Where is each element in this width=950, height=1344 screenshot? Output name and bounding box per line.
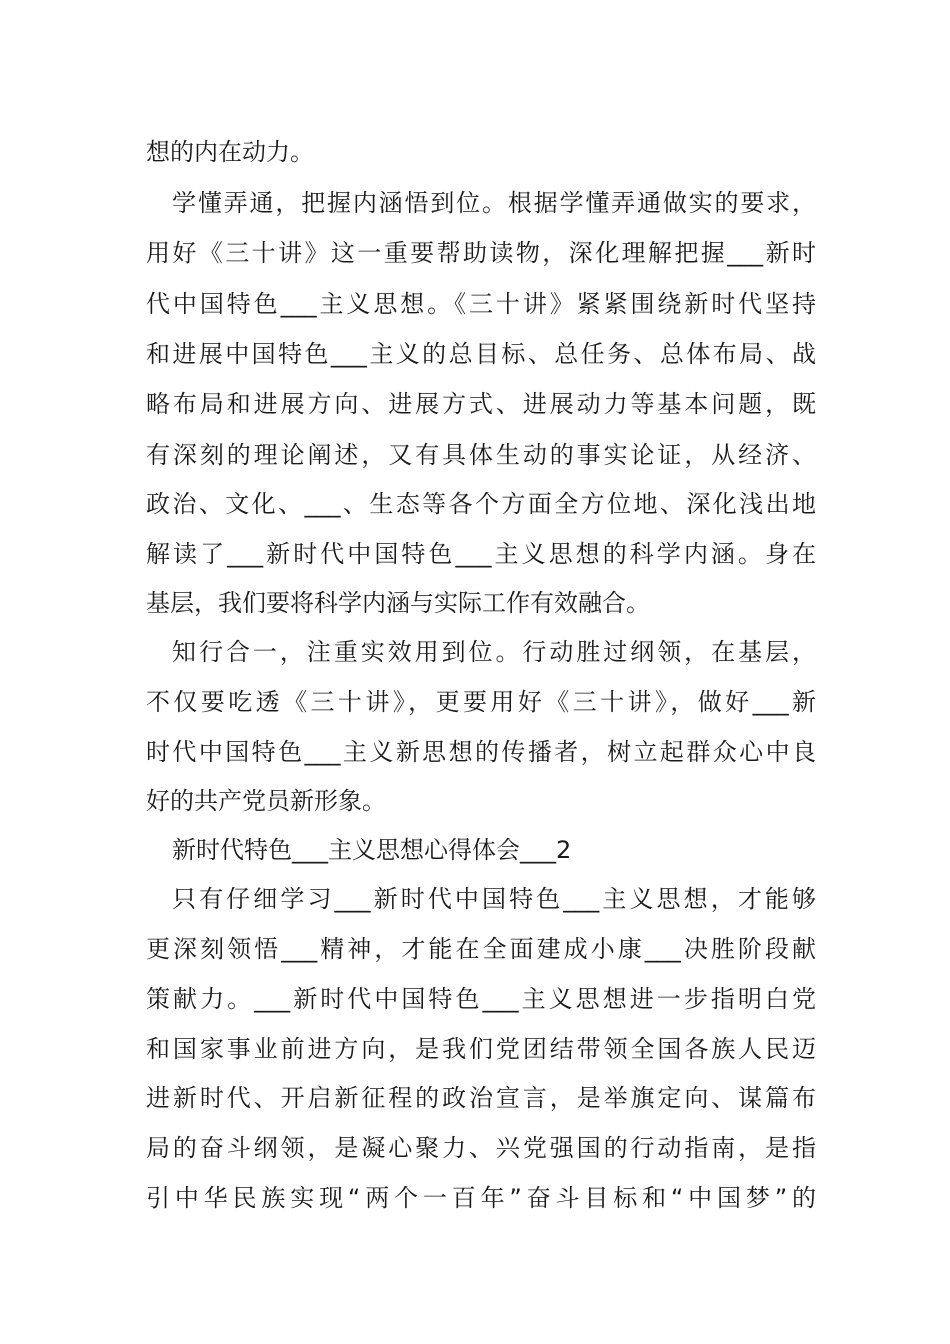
text-line: 策献力。___新时代中国特色___主义思想进一步指明白党 bbox=[146, 985, 816, 1013]
text-line: 代中国特色___主义思想。《三十讲》紧紧围绕新时代坚持 bbox=[146, 290, 816, 318]
text-line: 更深刻领悟___精神，才能在全面建成小康___决胜阶段献 bbox=[146, 935, 816, 963]
text-line: 有深刻的理论阐述，又有具体生动的事实论证，从经济、 bbox=[146, 441, 816, 469]
text-line: 好的共产党员新形象。 bbox=[146, 787, 386, 815]
text-line: 基层，我们要将科学内涵与实际工作有效融合。 bbox=[146, 589, 650, 617]
text-line: 政治、文化、___、生态等各个方面全方位地、深化浅出地 bbox=[146, 490, 816, 518]
text-line: 时代中国特色___主义新思想的传播者，树立起群众心中良 bbox=[146, 738, 816, 766]
text-line: 和进展中国特色___主义的总目标、总任务、总体布局、战 bbox=[146, 340, 816, 368]
text-line: 进新时代、开启新征程的政治宣言，是举旗定向、谋篇布 bbox=[146, 1084, 816, 1112]
paragraph-start-line: 只有仔细学习___新时代中国特色___主义思想，才能够 bbox=[172, 885, 816, 913]
paragraph-start-line: 学懂弄通，把握内涵悟到位。根据学懂弄通做实的要求， bbox=[172, 189, 816, 217]
text-line: 局的奋斗纲领，是凝心聚力、兴党强国的行动指南，是指 bbox=[146, 1134, 816, 1162]
paragraph-start-line: 知行合一，注重实效用到位。行动胜过纲领，在基层， bbox=[172, 638, 816, 666]
text-line: 不仅要吃透《三十讲》，更要用好《三十讲》，做好___新 bbox=[146, 688, 816, 716]
text-line: 想的内在动力。 bbox=[146, 138, 314, 166]
text-line: 和国家事业前进方向，是我们党团结带领全国各族人民迈 bbox=[146, 1035, 816, 1063]
text-line: 用好《三十讲》这一重要帮助读物，深化理解把握___新时 bbox=[146, 239, 816, 267]
text-line: 略布局和进展方向、进展方式、进展动力等基本问题，既 bbox=[146, 390, 816, 418]
text-line: 引中华民族实现“两个一百年”奋斗目标和“中国梦”的 bbox=[146, 1184, 816, 1212]
section-heading: 新时代特色___主义思想心得体会___2 bbox=[172, 836, 572, 864]
text-line: 解读了___新时代中国特色___主义思想的科学内涵。身在 bbox=[146, 540, 816, 568]
